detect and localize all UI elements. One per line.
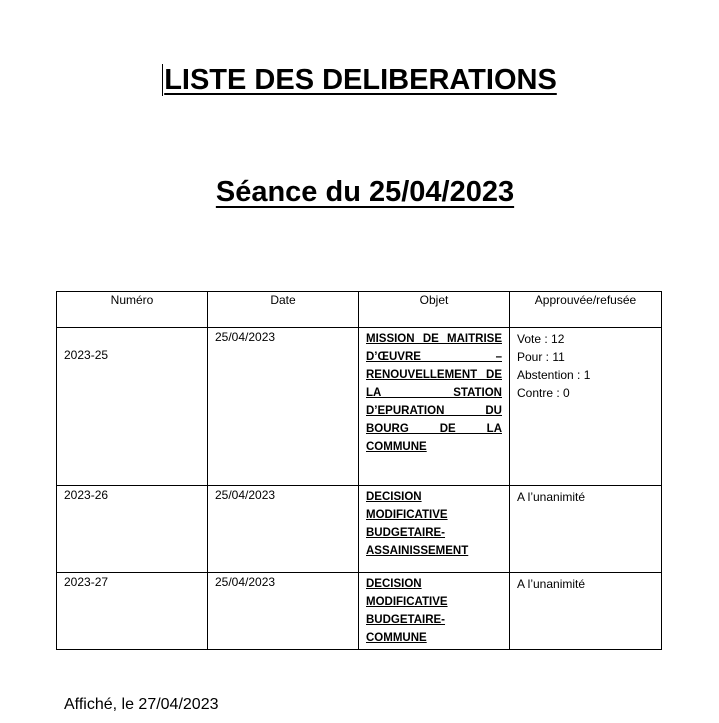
header-result: Approuvée/refusée (510, 292, 662, 328)
cell-date: 25/04/2023 (208, 573, 359, 650)
document-title: LISTE DES DELIBERATIONS (164, 64, 557, 96)
cell-objet: MISSION DE MAITRISE D’ŒUVRE – RENOUVELLEMENT DE LA STATION D’EPURATION DU BOURG DE LA COMMUNE (359, 328, 510, 486)
cell-date: 25/04/2023 (208, 328, 359, 486)
table-row (57, 573, 662, 650)
result-text: A l’unanimité (517, 577, 586, 591)
vote-abstention: Abstention : 1 (517, 368, 591, 382)
vote-contre: Contre : 0 (517, 386, 570, 400)
cell-numero: 2023-25 (57, 328, 208, 486)
cell-result (510, 573, 662, 650)
session-date-heading: Séance du 25/04/2023 (215, 176, 515, 208)
table-row (57, 328, 662, 486)
cell-numero: 2023-26 (57, 486, 208, 573)
cell-numero: 2023-27 (57, 573, 208, 650)
table-row (57, 486, 662, 573)
posting-date: Affiché, le 27/04/2023 (64, 696, 219, 713)
cell-objet: DECISION MODIFICATIVE BUDGETAIRE-ASSAINISSEMENT (359, 486, 510, 573)
header-objet: Objet (359, 292, 510, 328)
table-header-row (57, 292, 662, 328)
deliberations-table (56, 291, 662, 650)
cell-result (510, 486, 662, 573)
header-date: Date (208, 292, 359, 328)
vote-pour: Pour : 11 (517, 350, 565, 364)
cell-date: 25/04/2023 (208, 486, 359, 573)
cell-result (510, 328, 662, 486)
header-numero: Numéro (57, 292, 208, 328)
result-text: A l’unanimité (517, 490, 586, 504)
vote-count: Vote : 12 (517, 332, 565, 346)
cell-objet: DECISION MODIFICATIVE BUDGETAIRE-COMMUNE (359, 573, 510, 650)
